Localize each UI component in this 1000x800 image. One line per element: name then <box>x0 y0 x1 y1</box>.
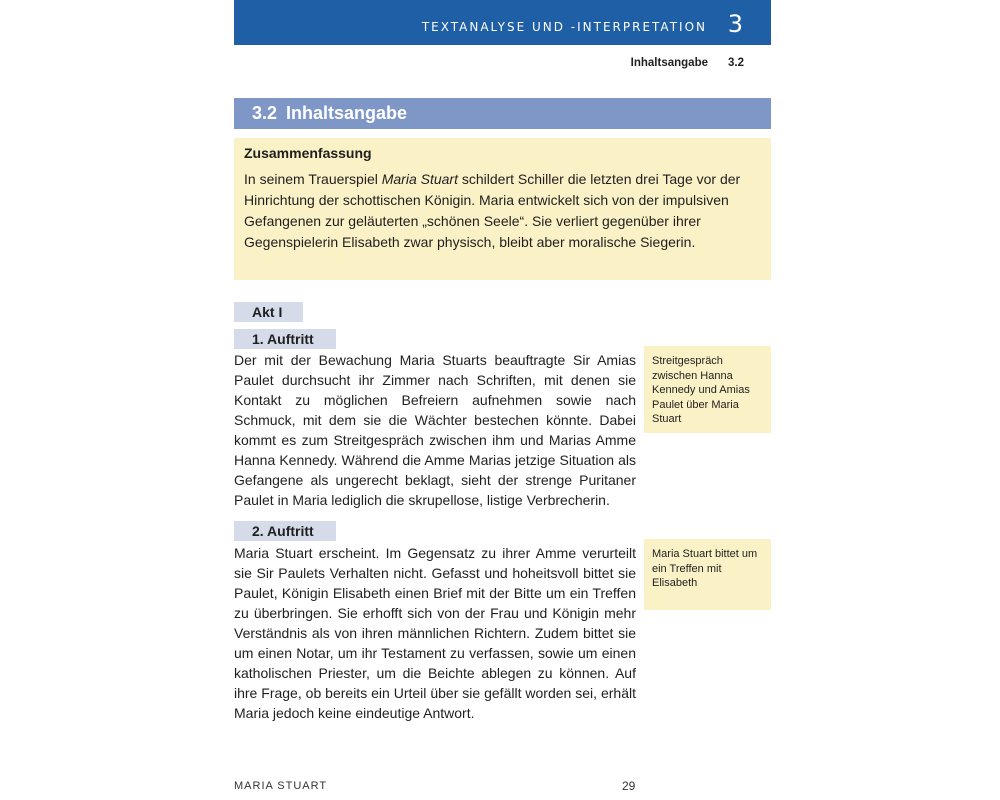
scene-2-heading: 2. Auftritt <box>234 521 336 541</box>
footer-page-number: 29 <box>622 779 636 793</box>
summary-play-title: Maria Stuart <box>381 171 458 187</box>
summary-text-rest: schildert Schiller die letzten drei Tage vor der Hinrichtung der schottischen Königin. Maria entwickelt sich von der impulsiven Gefangenen zur geläuterten „schönen Seele“. Sie verliert gegenüber ihrer Gegenspielerin Elisabeth zwar physisch, bleibt aber moralische Siegerin. <box>244 171 741 250</box>
summary-text <box>244 169 749 253</box>
chapter-title: TEXTANALYSE UND -INTERPRETATION <box>421 20 707 34</box>
chapter-header-bar <box>234 0 771 45</box>
scene-1-margin-note: Streitgespräch zwischen Hanna Kennedy und Amias Paulet über Maria Stuart <box>644 346 771 433</box>
footer-book-title: MARIA STUART <box>234 780 328 792</box>
summary-box <box>234 138 771 280</box>
chapter-number: 3 <box>727 10 743 38</box>
summary-text-start: In seinem Trauerspiel <box>244 171 382 187</box>
section-title-bar <box>234 98 771 129</box>
act-heading: Akt I <box>234 302 303 322</box>
scene-1-text: Der mit der Bewachung Maria Stuarts beauftragte Sir Amias Paulet durchsucht ihr Zimmer nach Schriften, mit denen sie Kontakt zu möglichen Befreiern aufnehmen sowie nach Schmuck, mit dem sie die Wächter bestechen könnte. Dabei kommt es zum Streitgespräch zwischen ihm und Marias Amme Hanna Kennedy. Während die Amme Marias jetzige Situation als Gefangene als ungerecht beklagt, sieht der strenge Puritaner Paulet in Maria lediglich die skrupellose, listige Verbrecherin. <box>234 352 636 508</box>
scene-2-margin-note: Maria Stuart bittet um ein Treffen mit Elisabeth <box>644 539 771 610</box>
running-head-title: Inhaltsangabe <box>630 57 708 69</box>
running-head <box>234 57 771 73</box>
scene-2-text: Maria Stuart erscheint. Im Gegensatz zu ihrer Amme verurteilt sie Sir Paulets Verhalten nicht. Gefasst und hoheitsvoll bittet sie Paulet, Königin Elisabeth einen Brief mit der Bitte um ein Treffen zu überbringen. Sie erhofft sich von der Frau und Königin mehr Verständnis als von ihren männlichen Richtern. Zudem bittet sie um einen Notar, um ihr Testament zu verfassen, sowie um einen katholischen Priester, um die Beichte ablegen zu können. Auf ihre Frage, ob bereits ein Urteil über sie gefällt worden sei, erhält Maria jedoch keine eindeutige Antwort. <box>234 545 636 721</box>
scene-1-heading: 1. Auftritt <box>234 329 336 349</box>
section-number: 3.2 <box>252 103 278 123</box>
section-title: Inhaltsangabe <box>286 103 408 123</box>
running-head-number: 3.2 <box>728 57 744 69</box>
summary-heading: Zusammenfassung <box>244 145 372 161</box>
